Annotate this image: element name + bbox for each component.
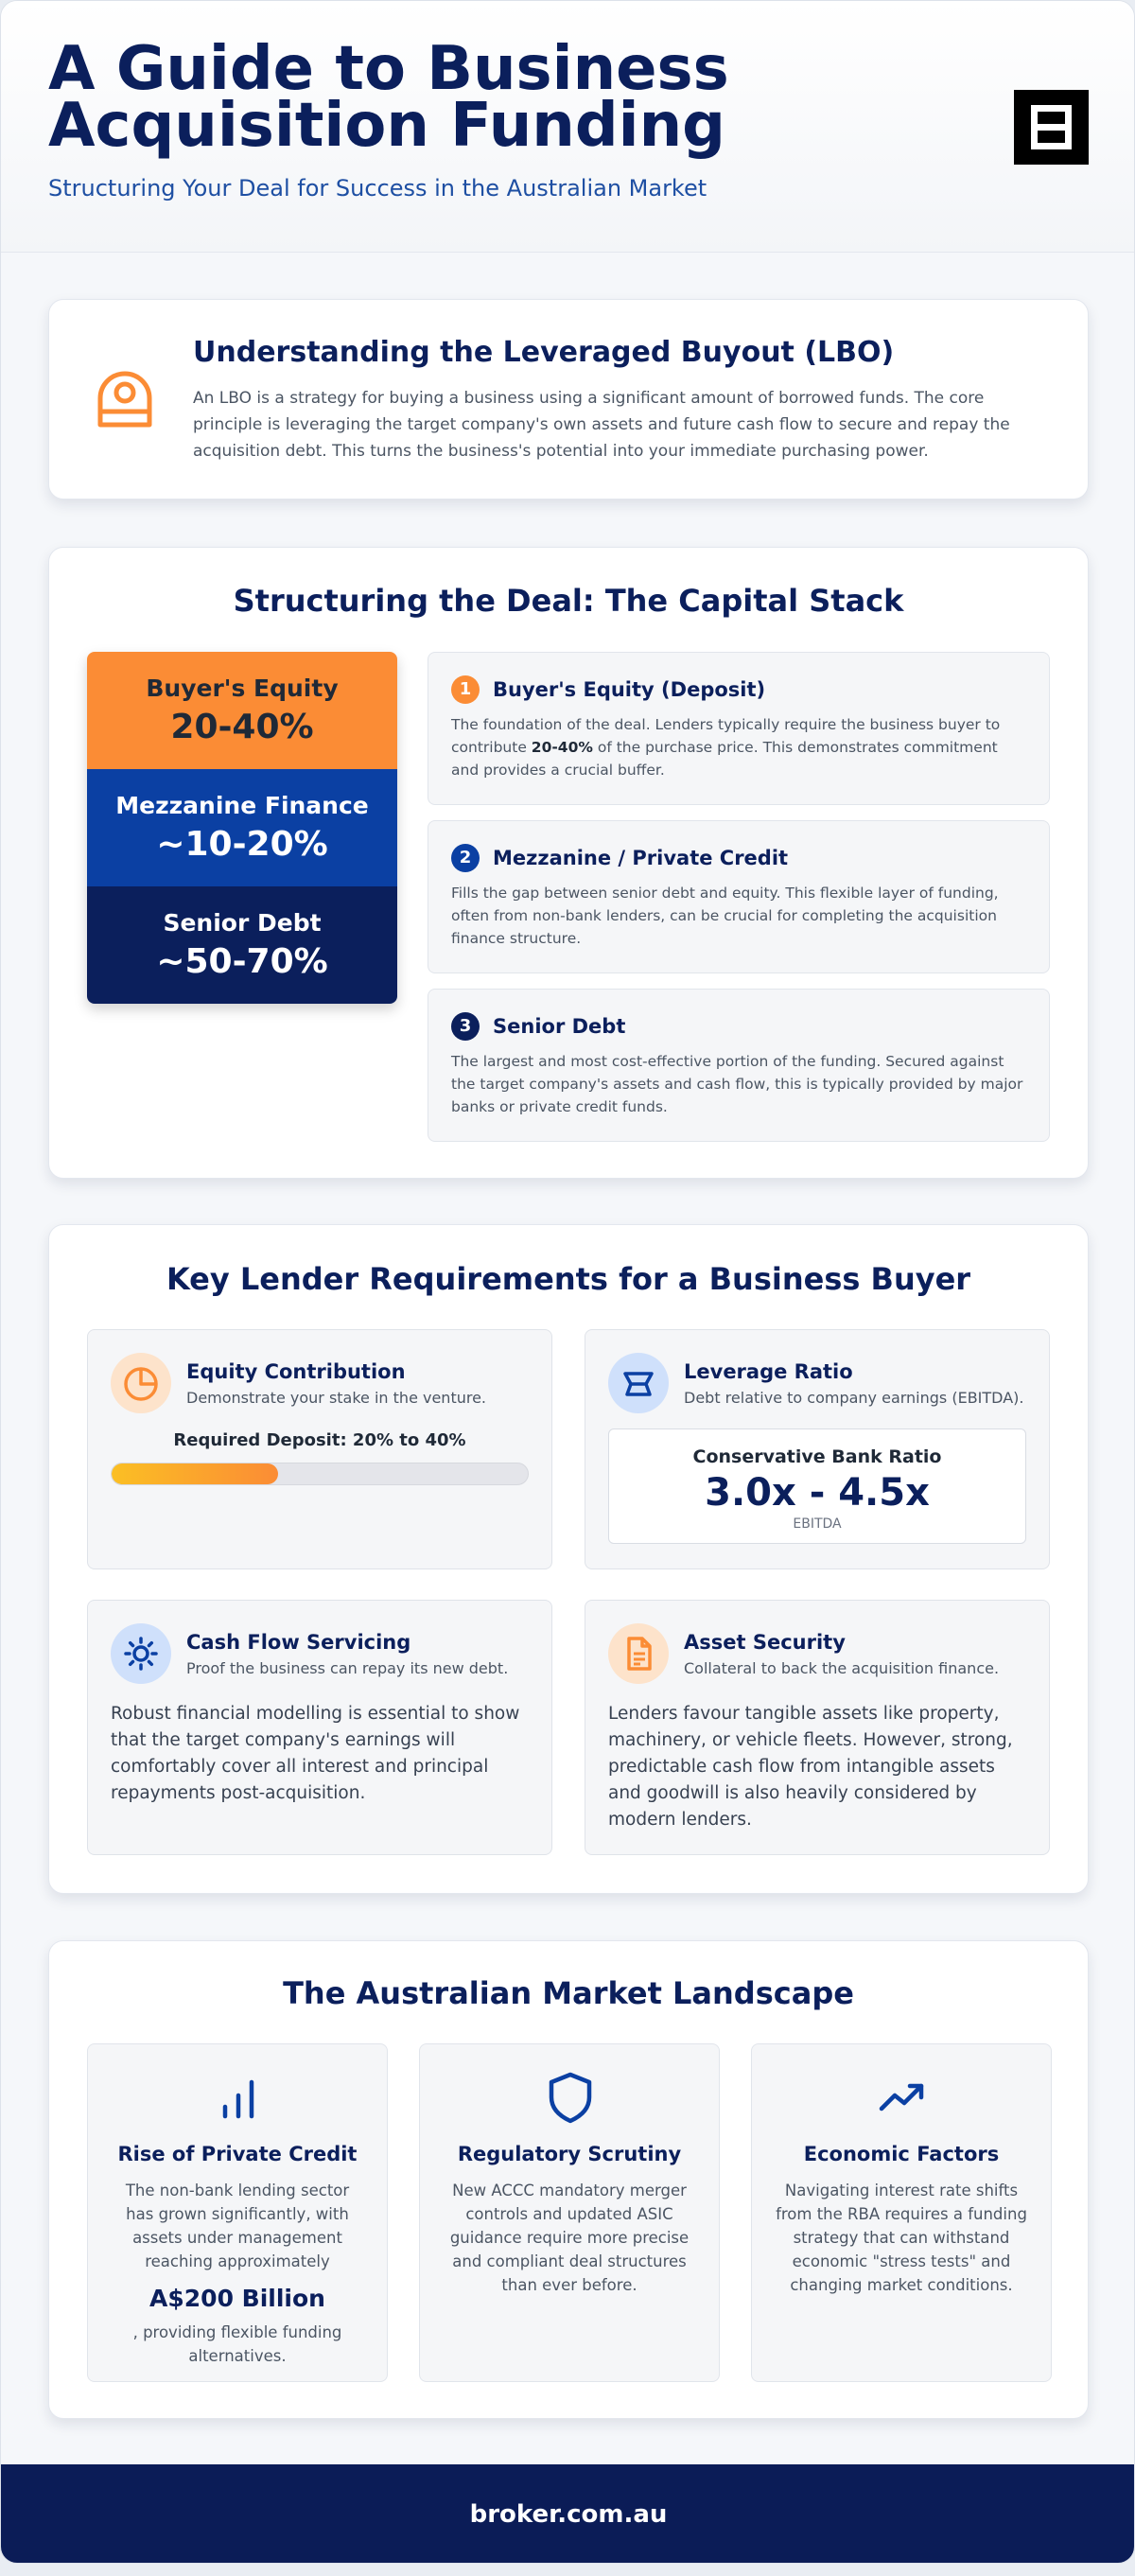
req-title: Cash Flow Servicing xyxy=(186,1631,411,1654)
step-buyers-equity xyxy=(428,652,1050,805)
market-card-text: Navigating interest rate shifts from the RBA requires a funding strategy that can withstand economic "stress tests" and changing market conditions. xyxy=(776,2182,1027,2294)
bar-chart-icon xyxy=(210,2069,267,2126)
ratio-unit: EBITDA xyxy=(793,1516,842,1532)
step-title: Buyer's Equity (Deposit) xyxy=(493,678,766,701)
market-card-text: The non-bank lending sector has grown significantly, with assets under management reaching approximately A$200 Billion , providing flexible funding alternatives. xyxy=(111,2179,364,2368)
ratio-value: 3.0x - 4.5x xyxy=(705,1471,930,1515)
step-title: Senior Debt xyxy=(493,1015,626,1038)
shield-icon xyxy=(542,2069,599,2126)
market-highlight-value: A$200 Billion xyxy=(149,2285,325,2312)
tier-value: ~50-70% xyxy=(156,942,328,981)
step-number: 3 xyxy=(451,1012,480,1041)
tier-name: Buyer's Equity xyxy=(146,675,339,702)
ratio-label: Conservative Bank Ratio xyxy=(692,1446,942,1467)
header xyxy=(1,1,1135,253)
req-leverage-ratio xyxy=(585,1329,1050,1569)
tier-buyers-equity xyxy=(87,652,397,769)
pie-chart-icon xyxy=(111,1353,171,1413)
req-subtitle: Collateral to back the acquisition finance. xyxy=(684,1659,1000,1677)
scale-icon xyxy=(608,1353,669,1413)
lbo-card xyxy=(48,299,1089,499)
title-line-1: A Guide to Business xyxy=(48,34,729,104)
req-body: Lenders favour tangible assets like property, machinery, or vehicle fleets. However, strong, predictable cash flow from intangible assets and goodwill is also heavily considered by modern lenders. xyxy=(608,1704,1013,1830)
market-private-credit xyxy=(87,2043,388,2382)
step-number: 2 xyxy=(451,844,480,872)
requirements-card xyxy=(48,1224,1089,1894)
market-regulatory xyxy=(419,2043,720,2382)
deposit-label: Required Deposit: 20% to 40% xyxy=(173,1430,466,1450)
req-subtitle: Debt relative to company earnings (EBITDA). xyxy=(684,1389,1024,1407)
req-body: Robust financial modelling is essential to show that the target company's earnings will comfortably cover all interest and principal repayments post-acquisition. xyxy=(111,1704,520,1803)
step-title: Mezzanine / Private Credit xyxy=(493,847,789,869)
brand-logo-icon xyxy=(1014,90,1089,165)
req-asset-security xyxy=(585,1600,1050,1855)
market-card-text: New ACCC mandatory merger controls and updated ASIC guidance require more precise and compliant deal structures than ever before. xyxy=(449,2182,690,2294)
tier-value: 20-40% xyxy=(170,708,314,746)
market-card-title: Regulatory Scrutiny xyxy=(457,2143,682,2165)
user-badge-icon xyxy=(91,366,159,434)
page-subtitle: Structuring Your Deal for Success in the Australian Market xyxy=(48,175,707,202)
footer-site-link[interactable]: broker.com.au xyxy=(1,2464,1135,2564)
lbo-heading: Understanding the Leveraged Buyout (LBO) xyxy=(193,336,895,369)
lbo-description: An LBO is a strategy for buying a business using a significant amount of borrowed funds. The core principle is leveraging the target company's own assets and future cash flow to secure and repay the acquisition debt. This turns the business's potential into your immediate purchasing power. xyxy=(193,389,1010,461)
gear-icon xyxy=(111,1623,171,1684)
tier-mezzanine-finance xyxy=(87,769,397,886)
req-title: Equity Contribution xyxy=(186,1360,406,1383)
step-description: The foundation of the deal. Lenders typically require the business buyer to contribute 20-40% of the purchase price. This demonstrates commitment and provides a crucial buffer. xyxy=(451,716,1001,779)
tier-name: Senior Debt xyxy=(163,909,322,937)
document-icon xyxy=(608,1623,669,1684)
req-subtitle: Demonstrate your stake in the venture. xyxy=(186,1389,487,1407)
capital-stack-chart xyxy=(87,652,397,1004)
req-subtitle: Proof the business can repay its new debt. xyxy=(186,1659,509,1677)
tier-value: ~10-20% xyxy=(156,825,328,864)
market-card-title: Rise of Private Credit xyxy=(117,2143,358,2165)
req-title: Leverage Ratio xyxy=(684,1360,853,1383)
market-title: The Australian Market Landscape xyxy=(283,1975,854,2011)
req-title: Asset Security xyxy=(684,1631,846,1654)
req-cash-flow xyxy=(87,1600,552,1855)
step-mezzanine xyxy=(428,820,1050,973)
step-number: 1 xyxy=(451,675,480,704)
req-equity-contribution xyxy=(87,1329,552,1569)
capital-stack-card xyxy=(48,547,1089,1179)
tier-name: Mezzanine Finance xyxy=(115,792,369,819)
tier-senior-debt xyxy=(87,886,397,1004)
deposit-progress-bar xyxy=(111,1463,529,1485)
title-line-2: Acquisition Funding xyxy=(48,91,725,161)
requirements-title: Key Lender Requirements for a Business Buyer xyxy=(166,1261,971,1297)
ratio-box xyxy=(608,1428,1026,1544)
trending-up-icon xyxy=(874,2069,931,2126)
capital-stack-title: Structuring the Deal: The Capital Stack xyxy=(233,583,904,619)
market-economic xyxy=(751,2043,1052,2382)
market-card-title: Economic Factors xyxy=(803,2143,1000,2165)
step-senior-debt xyxy=(428,989,1050,1142)
deposit-progress-fill xyxy=(112,1463,278,1484)
market-card xyxy=(48,1940,1089,2419)
page-title xyxy=(48,34,899,161)
step-description: The largest and most cost-effective portion of the funding. Secured against the target company's assets and cash flow, this is typically provided by major banks or private credit funds. xyxy=(451,1053,1023,1115)
step-description: Fills the gap between senior debt and equity. This flexible layer of funding, often from non-bank lenders, can be crucial for completing the acquisition finance structure. xyxy=(451,885,999,947)
